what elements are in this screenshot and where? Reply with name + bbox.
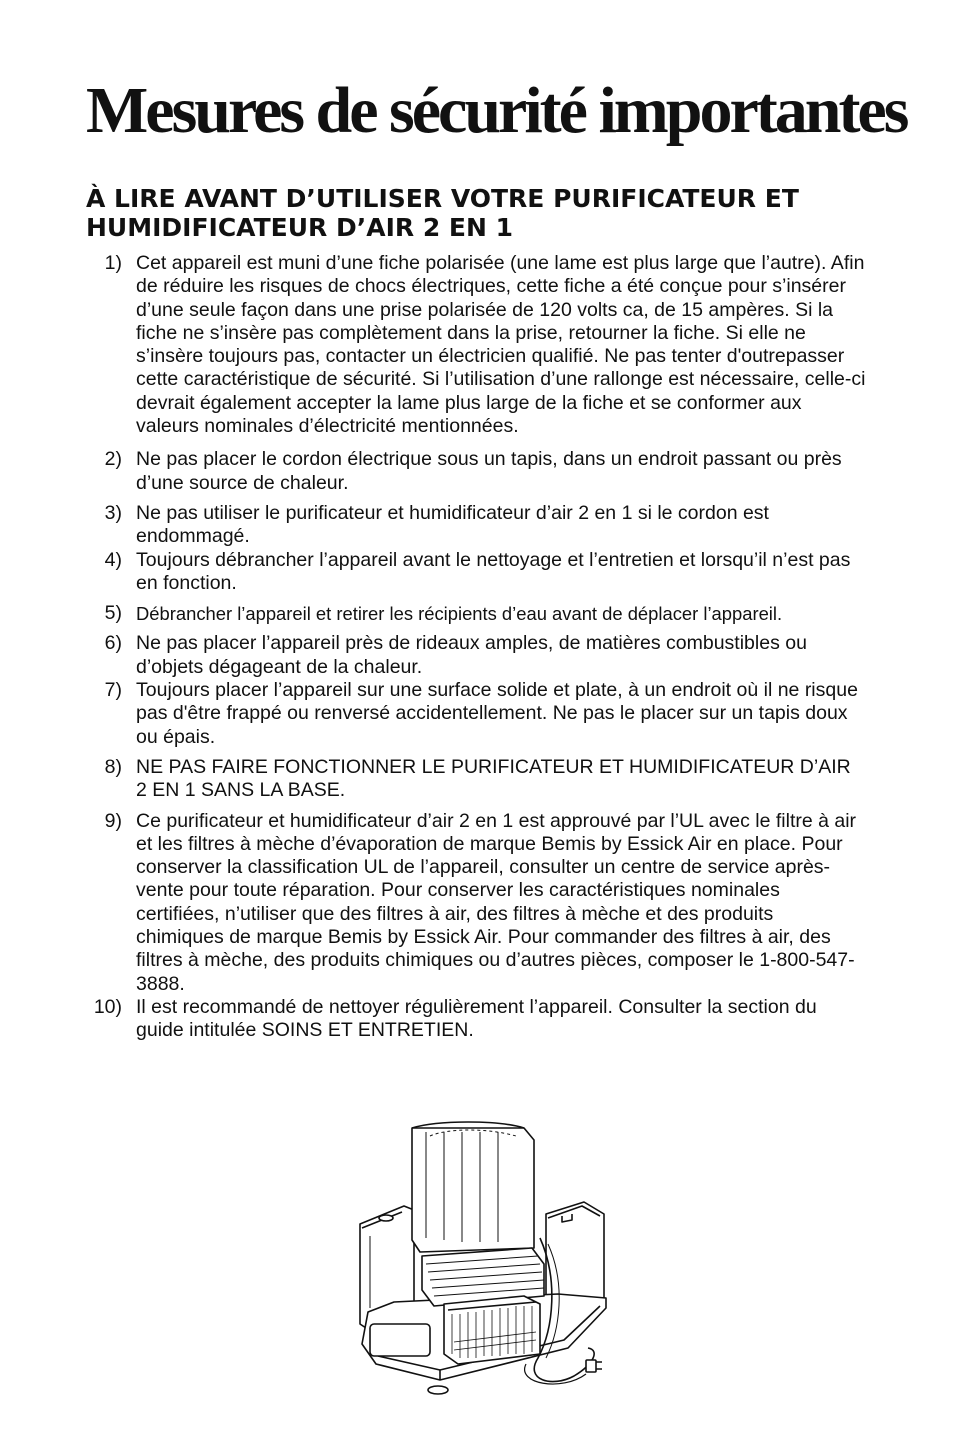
humidifier-purifier-illustration (348, 1118, 618, 1396)
item-text: Cet appareil est muni d’une fiche polarisée (une lame est plus large que l’autre). Afin de réduire les risques de chocs électriques, cette fiche a été conçue pour s’insérer d’une seule façon dans une prise polarisée de 120 volts ca, de 15 ampères. Si la fiche ne s’insère pas complètement dans la prise, retourner la fiche. Si elle ne s’insère toujours pas, contacter un électricien qualifié. Ne pas tenter d'outrepasser cette caractéristique de sécurité. Si l’utilisation d’une rallonge est nécessaire, celle-ci devrait également accepter la lame plus large de la fiche et se conformer aux valeurs nominales d’électricité mentionnées. (136, 252, 866, 438)
list-item (86, 549, 866, 596)
item-text: Ne pas placer le cordon électrique sous un tapis, dans un endroit passant ou près d’une source de chaleur. (136, 448, 842, 494)
safety-instructions-list (86, 252, 866, 1050)
list-item (86, 679, 866, 749)
item-number: 10) (93, 995, 122, 1018)
item-text: Ce purificateur et humidificateur d’air 2 en 1 est approuvé par l’UL avec le filtre à air et les filtres à mèche d’évaporation de marque Bemis by Essick Air en place. Pour conserver la classification UL de l’appareil, consulter un centre de service après-vente pour toute réparation. Pour conserver les caractéristiques nominales certifiées, n’utiliser que des filtres à air, des filtres à mèche et des produits chimiques de marque Bemis by Essick Air. Pour commander des filtres à air, des filtres à mèche, des produits chimiques ou d’autres pièces, composer le 1-800-547-3888. (136, 809, 857, 995)
item-number: 2) (104, 448, 122, 471)
list-item (86, 756, 866, 803)
list-item (86, 502, 866, 549)
item-text: Toujours placer l’appareil sur une surface solide et plate, à un endroit où il ne risque pas d'être frappé ou renversé accidentellement. Ne pas le placer sur un tapis doux ou épais. (136, 679, 858, 748)
item-text: Ne pas utiliser le purificateur et humidificateur d’air 2 en 1 si le cordon est endommagé. (136, 501, 769, 548)
list-item (86, 448, 866, 495)
item-text: NE PAS FAIRE FONCTIONNER LE PURIFICATEUR ET HUMIDIFICATEUR D’AIR 2 EN 1 SANS LA BASE. (136, 755, 851, 802)
item-number: 8) (104, 755, 122, 778)
list-item (86, 252, 866, 438)
item-number: 5) (104, 602, 122, 625)
item-text: Débrancher l’appareil et retirer les récipients d’eau avant de déplacer l’appareil. (136, 603, 783, 625)
item-number: 9) (104, 809, 122, 832)
list-item (86, 810, 866, 996)
item-number: 3) (104, 501, 122, 524)
list-item (86, 602, 866, 625)
list-item (86, 632, 866, 679)
item-number: 1) (104, 252, 122, 274)
item-number: 6) (104, 632, 122, 655)
page-title: Mesures de sécurité importantes (86, 74, 907, 147)
list-item (86, 996, 866, 1043)
item-number: 4) (104, 548, 122, 571)
item-text: Toujours débrancher l’appareil avant le nettoyage et l’entretien et lorsqu’il n’est pas en fonction. (136, 548, 851, 594)
item-number: 7) (104, 679, 122, 702)
section-subtitle: À LIRE AVANT D’UTILISER VOTRE PURIFICATEUR ET HUMIDIFICATEUR D’AIR 2 EN 1 (86, 184, 799, 242)
item-text: Ne pas placer l’appareil près de rideaux amples, de matières combustibles ou d’objets dégageant de la chaleur. (136, 632, 807, 678)
item-text: Il est recommandé de nettoyer régulièrement l’appareil. Consulter la section du guide intitulée SOINS ET ENTRETIEN. (136, 995, 817, 1042)
